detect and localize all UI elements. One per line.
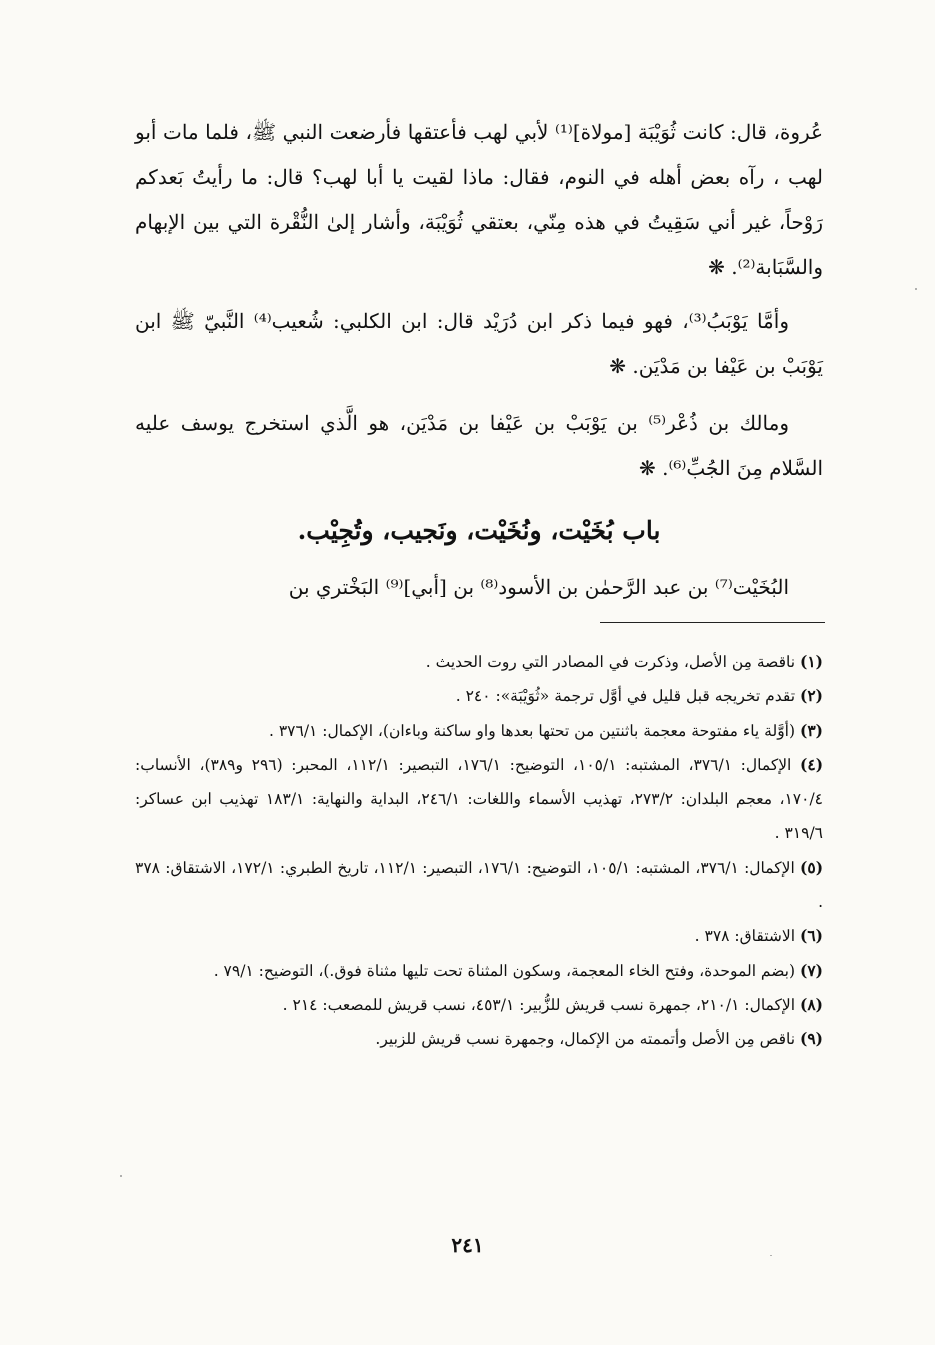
paragraph-2: وأمَّا يَوْبَبُ⁽³⁾، فهو فيما ذكر ابن دُرَيْد قال: ابن الكلبي: شُعيب⁽⁴⁾ النَّبيّ ﷺ ابن يَوْبَبْ بن عَيْفا بن مَدْيَن. ❋ — [135, 309, 823, 378]
footnote-3 — [135, 714, 823, 748]
footnotes — [135, 645, 823, 1057]
footnote-number: (١) — [799, 652, 823, 671]
footnote-5 — [135, 851, 823, 920]
paragraph-4: البُخَيْت⁽⁷⁾ بن عبد الرَّحمٰن بن الأسود⁽⁸⁾ بن [أبي]⁽⁹⁾ البَخْتري بن — [288, 575, 789, 599]
footnote-number: (٥) — [800, 857, 824, 877]
section-heading: باب بُخَيْت، ونُخَيْت، ونَجيب، وتُجِيْب. — [297, 516, 661, 545]
footnote-number: (٨) — [799, 994, 823, 1014]
footnote-1 — [135, 645, 823, 679]
footnote-text: (بضم الموحدة، وفتح الخاء المعجمة، وسكون المثناة تحت تليها مثناة فوق.)، التوضيح: ٧٩/١ . — [213, 961, 796, 980]
footnote-6 — [135, 919, 823, 953]
footnote-text: الإكمال: ٣٧٦/١، المشتبه: ١٠٥/١، التوضيح: ١٧٦/١، التبصير: ١١٢/١، المحبر: (٢٩٦ و٣٨٩)، الأنساب: ١٧٠/٤، معجم البلدان: ٢٧٣/٢، تهذيب الأسماء واللغات: ٢٤٦/١، البداية والنهاية: ١٨٣/١ تهذيب ابن عساكر: ٣١٩/٦ . — [135, 755, 823, 843]
footnote-number: (٣) — [799, 720, 823, 740]
main-text — [135, 110, 823, 610]
paper-speck — [915, 288, 917, 290]
footnote-separator — [600, 622, 825, 623]
footnote-text: الإكمال: ٣٧٦/١، المشتبه: ١٠٥/١، التوضيح: ١٧٦/١، التبصير: ١١٢/١، تاريخ الطبري: ١٧٢/١، الاشتقاق: ٣٧٨ . — [135, 858, 823, 912]
footnote-number: (٦) — [799, 926, 823, 946]
paper-speck — [120, 1175, 122, 1177]
page-number: ٢٤١ — [451, 1233, 484, 1257]
footnote-text: الاشتقاق: ٣٧٨ . — [694, 927, 796, 946]
footnote-number: (٢) — [799, 686, 823, 706]
footnote-number: (٧) — [799, 960, 823, 980]
footnote-number: (٤) — [800, 754, 824, 774]
footnote-2 — [135, 679, 823, 713]
footnote-number: (٩) — [799, 1029, 823, 1049]
paragraph-3: ومالك بن ذُعْر⁽⁵⁾ بن يَوْبَبْ بن عَيْفا بن مَدْيَن، هو الَّذي استخرج يوسف عليه السَّلام مِنَ الجُبِّ⁽⁶⁾. ❋ — [135, 411, 823, 480]
footnote-8 — [135, 988, 823, 1022]
footnote-text: ناقص مِن الأصل وأتممته من الإكمال، وجمهرة نسب قريش للزبير. — [375, 1030, 796, 1049]
paragraph-1: عُروة، قال: كانت ثُوَيْبَة [مولاة]⁽¹⁾ لأبي لهب فأعتقها فأرضعت النبي ﷺ، فلما مات أبو لهب ، رآه بعض أهله في النوم، فقال: ماذا لقيت يا أبا لهب؟ قال: ما رأيتُ بَعدكم رَوْحاً، غير أني سَقِيتُ في هذه مِنّي، بعتقي ثُوَيْبَة، وأشار إلىٰ النُّقْرة التي بين الإبهام والسَّبَابة⁽²⁾. ❋ — [135, 120, 824, 279]
paper-speck — [770, 1255, 772, 1256]
footnote-text: الإكمال: ٢١٠/١، جمهرة نسب قريش للزُّبير: ٤٥٣/١، نسب قريش للمصعب: ٢١٤ . — [282, 995, 796, 1014]
footnote-4 — [135, 748, 823, 851]
footnote-text: تقدم تخريجه قبل قليل في أوَّل ترجمة «ثُوَيْبَة»: ٢٤٠ . — [455, 687, 796, 706]
footnote-9 — [135, 1022, 823, 1056]
footnote-7 — [135, 954, 823, 988]
footnote-text: ناقصة مِن الأصل، وذكرت في المصادر التي روت الحديث . — [425, 653, 796, 671]
footnote-text: (أوَّلة ياء مفتوحة معجمة باثنتين من تحتها بعدها واو ساكنة وباءان)، الإكمال: ٣٧٦/١ . — [268, 721, 796, 740]
